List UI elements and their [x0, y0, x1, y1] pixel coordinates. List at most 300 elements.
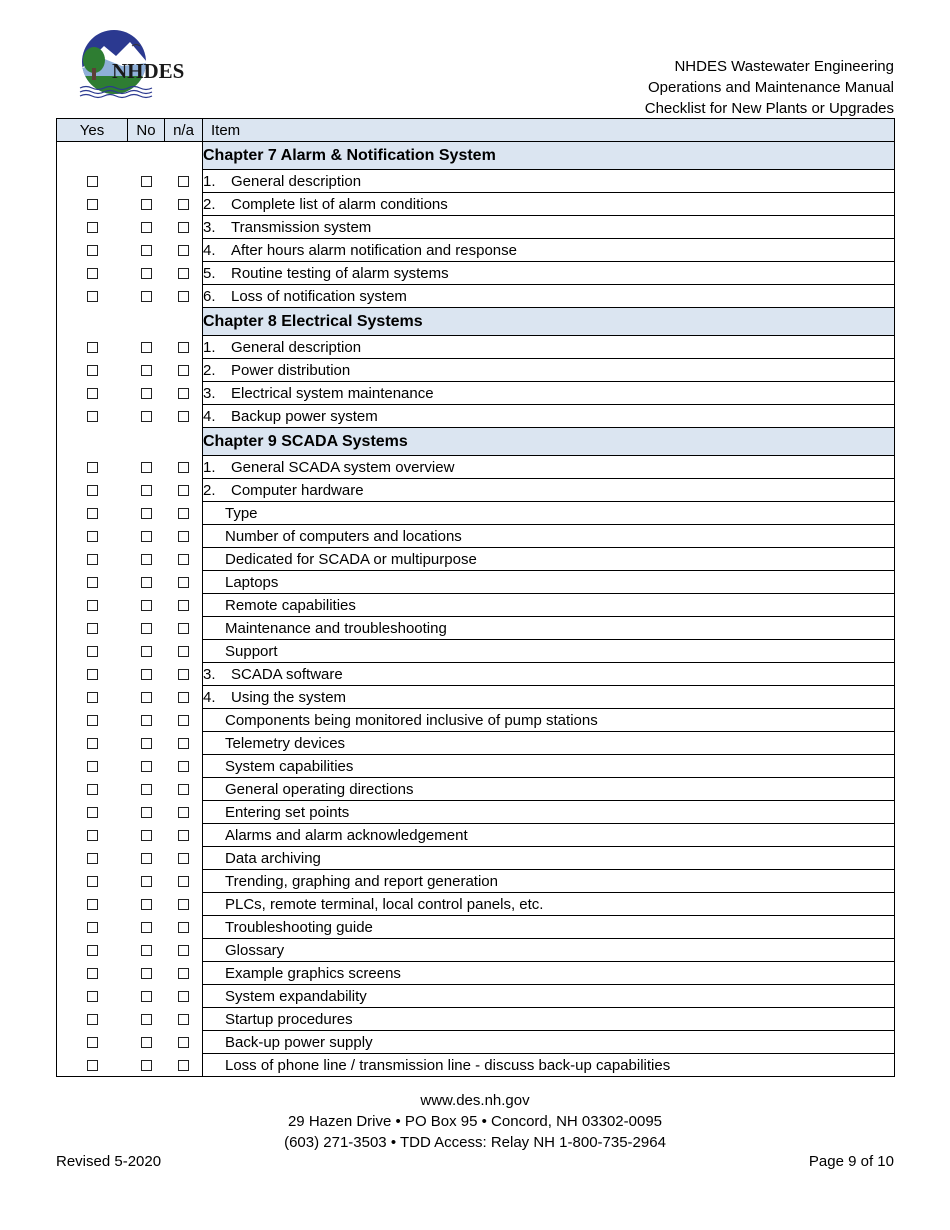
no-checkbox[interactable] [141, 485, 152, 496]
no-cell [128, 847, 165, 870]
item-number: 1. [203, 338, 216, 356]
checklist-subitem-row [57, 525, 895, 548]
checklist-item-row [57, 193, 895, 216]
subitem-text: Alarms and alarm acknowledgement [225, 826, 468, 844]
no-checkbox[interactable] [141, 388, 152, 399]
no-cell [128, 801, 165, 824]
chapter-title: Chapter 9 SCADA Systems [203, 428, 895, 456]
item-number: 3. [203, 218, 216, 236]
yes-cell [57, 262, 128, 285]
no-checkbox[interactable] [141, 876, 152, 887]
no-cell [128, 285, 165, 308]
no-cell [128, 359, 165, 382]
item-text: Backup power system [231, 407, 378, 425]
chapter-row [57, 142, 895, 170]
yes-cell [57, 893, 128, 916]
checklist-subitem [203, 640, 895, 663]
yes-checkbox[interactable] [87, 531, 98, 542]
subitem-text: Maintenance and troubleshooting [225, 619, 447, 637]
checklist-item [203, 216, 895, 239]
na-checkbox[interactable] [178, 738, 189, 749]
yes-checkbox[interactable] [87, 462, 98, 473]
col-na-header: n/a [165, 119, 203, 142]
chapter-row [57, 308, 895, 336]
subitem-text: Number of computers and locations [225, 527, 462, 545]
yes-cell [57, 985, 128, 1008]
no-cell [128, 571, 165, 594]
na-cell [165, 1031, 203, 1054]
item-number: 4. [203, 688, 216, 706]
na-checkbox[interactable] [178, 268, 189, 279]
na-cell [165, 916, 203, 939]
na-checkbox[interactable] [178, 291, 189, 302]
na-checkbox[interactable] [178, 623, 189, 634]
yes-checkbox[interactable] [87, 411, 98, 422]
item-number: 4. [203, 407, 216, 425]
no-checkbox[interactable] [141, 761, 152, 772]
yes-checkbox[interactable] [87, 646, 98, 657]
yes-checkbox[interactable] [87, 199, 98, 210]
yes-cell [57, 571, 128, 594]
yes-checkbox[interactable] [87, 807, 98, 818]
no-checkbox[interactable] [141, 623, 152, 634]
item-number: 5. [203, 264, 216, 282]
checklist-item [203, 456, 895, 479]
no-checkbox[interactable] [141, 411, 152, 422]
item-text: General description [231, 172, 362, 190]
no-checkbox[interactable] [141, 692, 152, 703]
no-checkbox[interactable] [141, 222, 152, 233]
checklist-subitem-row [57, 824, 895, 847]
no-cell [128, 893, 165, 916]
checklist-subitem [203, 870, 895, 893]
checklist-item-row [57, 456, 895, 479]
header-line-1: NHDES Wastewater Engineering [674, 58, 894, 75]
na-cell [165, 359, 203, 382]
no-cell [128, 502, 165, 525]
no-checkbox[interactable] [141, 342, 152, 353]
yes-checkbox[interactable] [87, 738, 98, 749]
yes-checkbox[interactable] [87, 968, 98, 979]
no-checkbox[interactable] [141, 600, 152, 611]
no-cell [128, 1031, 165, 1054]
yes-checkbox[interactable] [87, 623, 98, 634]
no-checkbox[interactable] [141, 508, 152, 519]
checklist-subitem-row [57, 548, 895, 571]
na-checkbox[interactable] [178, 1014, 189, 1025]
na-cell [165, 428, 203, 456]
yes-checkbox[interactable] [87, 245, 98, 256]
item-text: Loss of notification system [231, 287, 407, 305]
checklist-subitem-row [57, 1031, 895, 1054]
item-number: 3. [203, 665, 216, 683]
yes-checkbox[interactable] [87, 577, 98, 588]
na-checkbox[interactable] [178, 853, 189, 864]
na-cell [165, 640, 203, 663]
no-checkbox[interactable] [141, 1037, 152, 1048]
checklist-item [203, 479, 895, 502]
yes-checkbox[interactable] [87, 922, 98, 933]
na-checkbox[interactable] [178, 388, 189, 399]
yes-checkbox[interactable] [87, 268, 98, 279]
na-cell [165, 778, 203, 801]
na-cell [165, 142, 203, 170]
na-cell [165, 824, 203, 847]
checklist-subitem [203, 1031, 895, 1054]
no-cell [128, 142, 165, 170]
yes-cell [57, 801, 128, 824]
no-cell [128, 239, 165, 262]
yes-cell [57, 870, 128, 893]
checklist-item [203, 239, 895, 262]
checklist-subitem [203, 1008, 895, 1031]
subitem-text: PLCs, remote terminal, local control panels, etc. [225, 895, 544, 913]
na-checkbox[interactable] [178, 342, 189, 353]
checklist-item-row [57, 479, 895, 502]
yes-cell [57, 1031, 128, 1054]
subitem-text: Components being monitored inclusive of pump stations [225, 711, 598, 729]
no-checkbox[interactable] [141, 991, 152, 1002]
na-checkbox[interactable] [178, 508, 189, 519]
no-cell [128, 732, 165, 755]
na-checkbox[interactable] [178, 245, 189, 256]
no-checkbox[interactable] [141, 830, 152, 841]
table-header-row [57, 119, 895, 142]
na-checkbox[interactable] [178, 922, 189, 933]
no-checkbox[interactable] [141, 268, 152, 279]
yes-checkbox[interactable] [87, 761, 98, 772]
subitem-text: General operating directions [225, 780, 414, 798]
item-text: Electrical system maintenance [231, 384, 434, 402]
yes-checkbox[interactable] [87, 600, 98, 611]
subitem-text: Trending, graphing and report generation [225, 872, 498, 890]
na-checkbox[interactable] [178, 945, 189, 956]
checklist-subitem-row [57, 778, 895, 801]
checklist-subitem-row [57, 1054, 895, 1077]
item-text: Computer hardware [231, 481, 364, 499]
no-checkbox[interactable] [141, 531, 152, 542]
yes-cell [57, 428, 128, 456]
checklist-subitem [203, 962, 895, 985]
checklist-subitem-row [57, 755, 895, 778]
no-cell [128, 548, 165, 571]
no-cell [128, 755, 165, 778]
yes-checkbox[interactable] [87, 388, 98, 399]
na-cell [165, 193, 203, 216]
yes-cell [57, 824, 128, 847]
na-cell [165, 170, 203, 193]
subitem-text: Remote capabilities [225, 596, 356, 614]
na-checkbox[interactable] [178, 365, 189, 376]
checklist-subitem-row [57, 847, 895, 870]
yes-checkbox[interactable] [87, 485, 98, 496]
subitem-text: Glossary [225, 941, 285, 959]
no-checkbox[interactable] [141, 899, 152, 910]
na-checkbox[interactable] [178, 600, 189, 611]
nhdes-logo [72, 28, 192, 102]
checklist-subitem [203, 617, 895, 640]
yes-checkbox[interactable] [87, 365, 98, 376]
subitem-text: Troubleshooting guide [225, 918, 373, 936]
yes-cell [57, 502, 128, 525]
checklist-item [203, 359, 895, 382]
checklist-subitem [203, 939, 895, 962]
no-cell [128, 870, 165, 893]
no-cell [128, 962, 165, 985]
item-text: General description [231, 338, 362, 356]
page-number: Page 9 of 10 [808, 1153, 894, 1170]
na-checkbox[interactable] [178, 485, 189, 496]
na-checkbox[interactable] [178, 462, 189, 473]
item-number: 2. [203, 481, 216, 499]
na-checkbox[interactable] [178, 692, 189, 703]
na-checkbox[interactable] [178, 646, 189, 657]
no-cell [128, 382, 165, 405]
checklist-subitem-row [57, 1008, 895, 1031]
item-text: Complete list of alarm conditions [231, 195, 448, 213]
checklist-subitem [203, 916, 895, 939]
checklist-item [203, 663, 895, 686]
checklist-table [56, 118, 895, 1077]
item-text: SCADA software [231, 665, 343, 683]
checklist-item-row [57, 262, 895, 285]
checklist-subitem [203, 594, 895, 617]
no-checkbox[interactable] [141, 669, 152, 680]
checklist-subitem [203, 571, 895, 594]
yes-cell [57, 405, 128, 428]
na-cell [165, 479, 203, 502]
no-cell [128, 170, 165, 193]
yes-cell [57, 640, 128, 663]
checklist-item-row [57, 663, 895, 686]
yes-checkbox[interactable] [87, 876, 98, 887]
no-checkbox[interactable] [141, 715, 152, 726]
no-checkbox[interactable] [141, 199, 152, 210]
yes-cell [57, 1008, 128, 1031]
yes-cell [57, 548, 128, 571]
no-checkbox[interactable] [141, 853, 152, 864]
yes-cell [57, 732, 128, 755]
na-checkbox[interactable] [178, 176, 189, 187]
na-cell [165, 308, 203, 336]
subitem-text: Laptops [225, 573, 279, 591]
yes-checkbox[interactable] [87, 830, 98, 841]
na-checkbox[interactable] [178, 807, 189, 818]
checklist-item-row [57, 216, 895, 239]
no-cell [128, 663, 165, 686]
na-cell [165, 893, 203, 916]
yes-cell [57, 479, 128, 502]
no-checkbox[interactable] [141, 784, 152, 795]
no-cell [128, 479, 165, 502]
na-checkbox[interactable] [178, 554, 189, 565]
yes-checkbox[interactable] [87, 1060, 98, 1071]
checklist-item [203, 382, 895, 405]
yes-checkbox[interactable] [87, 176, 98, 187]
na-checkbox[interactable] [178, 669, 189, 680]
na-checkbox[interactable] [178, 577, 189, 588]
header-line-3: Checklist for New Plants or Upgrades [644, 100, 894, 117]
no-checkbox[interactable] [141, 554, 152, 565]
no-checkbox[interactable] [141, 807, 152, 818]
na-checkbox[interactable] [178, 991, 189, 1002]
checklist-subitem [203, 893, 895, 916]
checklist-subitem [203, 847, 895, 870]
yes-cell [57, 916, 128, 939]
yes-checkbox[interactable] [87, 1014, 98, 1025]
na-checkbox[interactable] [178, 876, 189, 887]
no-cell [128, 824, 165, 847]
yes-cell [57, 170, 128, 193]
na-cell [165, 985, 203, 1008]
item-text: Routine testing of alarm systems [231, 264, 449, 282]
yes-cell [57, 1054, 128, 1077]
yes-cell [57, 308, 128, 336]
checklist-item [203, 336, 895, 359]
no-cell [128, 308, 165, 336]
subitem-text: Entering set points [225, 803, 350, 821]
item-text: General SCADA system overview [231, 458, 455, 476]
checklist-item-row [57, 170, 895, 193]
yes-checkbox[interactable] [87, 945, 98, 956]
item-number: 2. [203, 361, 216, 379]
checklist-subitem [203, 985, 895, 1008]
na-checkbox[interactable] [178, 531, 189, 542]
checklist-item-row [57, 405, 895, 428]
no-checkbox[interactable] [141, 968, 152, 979]
no-checkbox[interactable] [141, 922, 152, 933]
checklist-item [203, 285, 895, 308]
yes-cell [57, 939, 128, 962]
no-checkbox[interactable] [141, 1014, 152, 1025]
na-checkbox[interactable] [178, 784, 189, 795]
na-cell [165, 870, 203, 893]
na-cell [165, 548, 203, 571]
no-checkbox[interactable] [141, 738, 152, 749]
na-cell [165, 1008, 203, 1031]
no-cell [128, 916, 165, 939]
item-text: After hours alarm notification and response [231, 241, 517, 259]
no-checkbox[interactable] [141, 1060, 152, 1071]
yes-checkbox[interactable] [87, 508, 98, 519]
checklist-subitem-row [57, 594, 895, 617]
yes-cell [57, 382, 128, 405]
na-cell [165, 456, 203, 479]
no-cell [128, 985, 165, 1008]
yes-cell [57, 847, 128, 870]
footer-website: www.des.nh.gov [420, 1092, 530, 1109]
yes-checkbox[interactable] [87, 784, 98, 795]
no-cell [128, 262, 165, 285]
checklist-subitem-row [57, 870, 895, 893]
checklist-body [57, 142, 895, 1077]
yes-checkbox[interactable] [87, 853, 98, 864]
no-cell [128, 405, 165, 428]
no-cell [128, 525, 165, 548]
no-checkbox[interactable] [141, 365, 152, 376]
subitem-text: Back-up power supply [225, 1033, 373, 1051]
subitem-text: Data archiving [225, 849, 321, 867]
checklist-subitem-row [57, 571, 895, 594]
checklist-subitem-row [57, 985, 895, 1008]
yes-cell [57, 663, 128, 686]
na-cell [165, 755, 203, 778]
na-checkbox[interactable] [178, 411, 189, 422]
na-checkbox[interactable] [178, 1037, 189, 1048]
na-cell [165, 571, 203, 594]
yes-checkbox[interactable] [87, 715, 98, 726]
na-checkbox[interactable] [178, 1060, 189, 1071]
na-checkbox[interactable] [178, 830, 189, 841]
na-cell [165, 709, 203, 732]
no-cell [128, 709, 165, 732]
checklist-subitem [203, 732, 895, 755]
chapter-title: Chapter 7 Alarm & Notification System [203, 142, 895, 170]
yes-checkbox[interactable] [87, 1037, 98, 1048]
yes-checkbox[interactable] [87, 291, 98, 302]
header-line-2: Operations and Maintenance Manual [648, 79, 894, 96]
no-checkbox[interactable] [141, 176, 152, 187]
yes-checkbox[interactable] [87, 692, 98, 703]
no-cell [128, 939, 165, 962]
checklist-item-row [57, 359, 895, 382]
na-checkbox[interactable] [178, 968, 189, 979]
na-checkbox[interactable] [178, 199, 189, 210]
col-item-header: Item [203, 119, 895, 142]
yes-cell [57, 359, 128, 382]
yes-cell [57, 216, 128, 239]
checklist-item-row [57, 239, 895, 262]
checklist-subitem-row [57, 801, 895, 824]
no-checkbox[interactable] [141, 577, 152, 588]
na-checkbox[interactable] [178, 715, 189, 726]
yes-checkbox[interactable] [87, 669, 98, 680]
yes-checkbox[interactable] [87, 222, 98, 233]
no-checkbox[interactable] [141, 245, 152, 256]
no-cell [128, 686, 165, 709]
no-checkbox[interactable] [141, 462, 152, 473]
no-cell [128, 428, 165, 456]
na-cell [165, 525, 203, 548]
yes-cell [57, 239, 128, 262]
no-cell [128, 193, 165, 216]
yes-checkbox[interactable] [87, 342, 98, 353]
yes-checkbox[interactable] [87, 554, 98, 565]
no-checkbox[interactable] [141, 646, 152, 657]
na-checkbox[interactable] [178, 222, 189, 233]
yes-checkbox[interactable] [87, 899, 98, 910]
na-checkbox[interactable] [178, 761, 189, 772]
logo-text: NHDES [112, 59, 185, 83]
na-checkbox[interactable] [178, 899, 189, 910]
na-cell [165, 732, 203, 755]
yes-cell [57, 755, 128, 778]
checklist-subitem-row [57, 732, 895, 755]
checklist-subitem-row [57, 916, 895, 939]
checklist-subitem [203, 801, 895, 824]
yes-cell [57, 456, 128, 479]
na-cell [165, 617, 203, 640]
subitem-text: Loss of phone line / transmission line - discuss back-up capabilities [225, 1056, 671, 1074]
yes-checkbox[interactable] [87, 991, 98, 1002]
no-checkbox[interactable] [141, 945, 152, 956]
subitem-text: Dedicated for SCADA or multipurpose [225, 550, 477, 568]
revised-date: Revised 5-2020 [56, 1153, 162, 1170]
no-cell [128, 456, 165, 479]
no-checkbox[interactable] [141, 291, 152, 302]
item-number: 1. [203, 458, 216, 476]
checklist-subitem-row [57, 709, 895, 732]
